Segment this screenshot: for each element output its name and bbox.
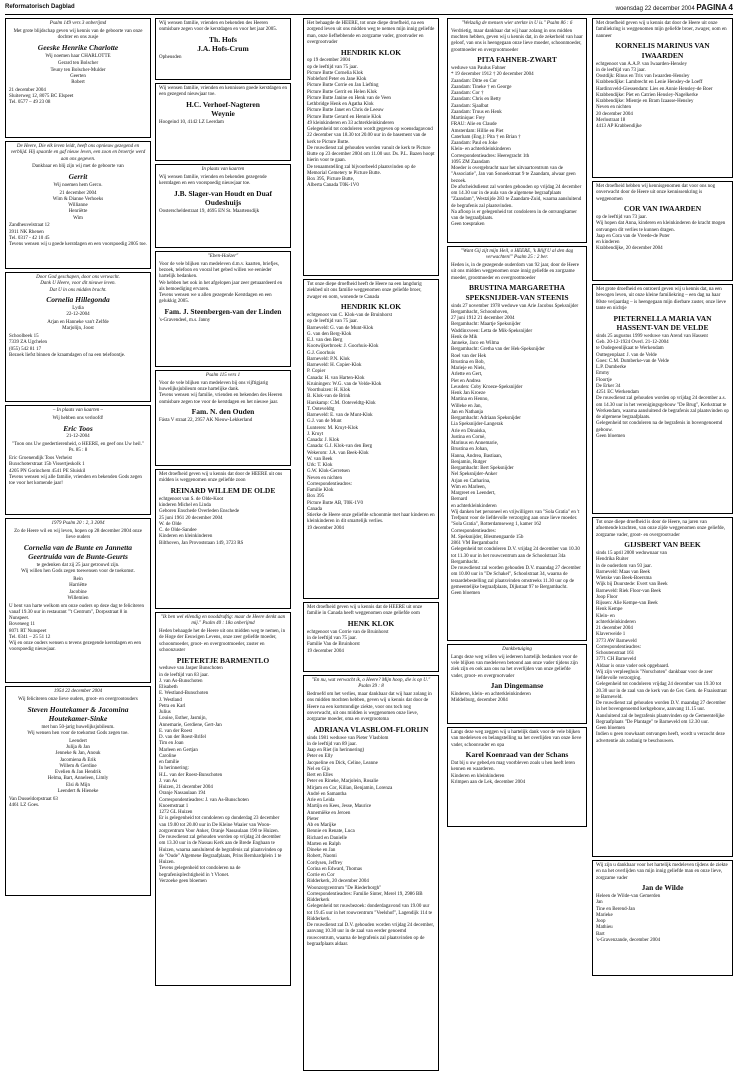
announcement (447, 246, 587, 641)
announcement-name: PIETERNELLA MARIA VAN HASSENT-VAN DE VELDE (613, 313, 712, 332)
announcement-intro: Met grote blijdschap geven wij kennis van de geboorte van onze dochter en ons zusje (13, 28, 143, 40)
announcement-text: Heden behaagde het de Heere uit ons midden weg te nemen, in de Hoge der Eeuwigen Levens, onze zeer geliefde moeder, schoonmoeder, groot- en overgrootmoeder, zuster en schoonzuster (159, 629, 286, 653)
announcement (155, 83, 291, 161)
announcement (5, 686, 151, 896)
page-date: woensdag 22 december 2004 PAGINA 4 (615, 3, 733, 12)
announcement-text: Voor de vele blijken van medeleven d.m.v. kaarten, briefjes, bezoek, telefoon en vooral het gebed willen we eenieder hartelijk bedanken. We hebben het ook in het afgelopen jaar zeer getuaardeerd en als bemoediging ervaren. Tevens wensen we u allen gezegende Kerstdagen en een gelukkig 2005. (159, 261, 283, 305)
announcement-footer: op 19 december 2004 op de leeftijd van 75 jaar. Picture Butte Cornelia Klok Nobleford Peter en Jane Klok Picture Butte Corrie en Jan Liefting Picture Butte Gerrit en Helen Klok Picture Butte Janine en Henk van de Veen Lethbridge Henk en Agatha Klok Picture Butte Janet en Chris de Leeuw Picture Butte Gerard en Hennie Klok 49 kleinkinderen en 33 achterkleinkinderen Gelegenheid tot condoleren wordt gegeven op woensdagavond 22 december van 18.30 tot 20.00 uur in de basement van de kerk te Picture Butte. De rouwdienst zal gehouden worden vanuit de kerk te Picture Butte op 23 december 2004 om 11.00 uur. Ds. P.L. Bazen hoopt hierin voor te gaan. De tenaamstelling zal bijvoorbeeld plaatsvinden op de Memorial Cemetery te Picture Butte. Box 395, Picture Butte, Alberta Canada T0K-1V0 (307, 58, 435, 189)
announcement-footer: Hoogeind 10, 4142 LZ Leerdam (159, 120, 224, 126)
column-obituaries-3 (592, 18, 733, 979)
announcement-footer: weduwe van Paulus Fahner * 19 december 1912 † 20 december 2004 Zaandam: Ditte en Cor Zaandam: Tineke † en George Zaandam: Cor † Zaandam: Chris en Betty Zaandam: Sjaalbat Zaandam: Truus en Henk Martinique: Frey FRAU: Alie en Claude Amsterdam: Hillie en Piet Caterham (Eng.): Pita † en Brian † Zaandam: Paul en Joke Klein- en achterkleinkinderen Correspondentieadres: Heeregracht 1th 1095 ZM Zaandam Moeder is overgebracht naar het uitvaartcentrum van de "Associatie", Jan van Sonoekstraat 9 te Zaandam, alwaar geen bezoek. De afscheidsdienst zal worden gehouden op vrijdag 24 december om 14.30 uur in de aula van de algemene begraafplaats "Zaandam", Westzijde 283 te Zaandam-Zuid, waarna aansluitend de begrafenis zal plaatsvinden. Na afloop is er gelegenheid tot condoleren in de ontvangkamer van de begraafplaats. Geen toespraken (451, 66, 582, 228)
announcement-signatories: Leendert Julija & Jan Jenneke & Jan, Anouk Jacomiena & Erik Willem & Gerdine Evelien & Jan Hendrik Helma, Bart, Anneleen, Limly Elsi & Mijn Leendert & Hieneke (47, 738, 109, 794)
announcement (5, 518, 151, 683)
announcement-footer: 's-Gravendeel, m.s. Janny (159, 317, 211, 323)
announcement-footer: echtgenoot van A.A.P. van Iwaarden-Hensley in de leeftijd van 73 jaar. Oostdijk: Rinus en Trix van Iwaarden-Hensley Krabbendijke: Lambrecht en Lenie Hensley-de Loeff Hardinxveld-Giessendam: Lies en Annie Hensley-de Boer Krabbendijke: Piet en Catrien Hensley-Nagelkerke Krabbendijke: Mientje en Bram Izaasse-Hensley Neven en nichten 20 december 2004 Merlostraat 18 4413 AP Krabbendijke (596, 61, 713, 129)
announcement-heading: "Eben-Haëzer" (207, 254, 239, 259)
column-births (5, 18, 151, 899)
announcement-name: REINARD WILLEM DE OLDE (170, 486, 276, 495)
announcement-text: Heden is, in de gezegende ouderdom van 92 jaar, door de Heere uit ons midden weggenomen onze innig geliefde en zorgzame moeder, grootmoeder en overgrootmoeder (451, 263, 579, 281)
announcement-heading: Dankbetuiging (502, 647, 532, 652)
announcement (592, 284, 733, 514)
announcement-heading: 1979 Psalm 20 : 2, 3 2004 (51, 521, 105, 526)
announcement-name: Karel Koenraad van der Schans (465, 750, 569, 760)
announcement-subtitle: met hun 50-jarig huwelijksjubileum. Wij wensen hen voor de toekomst Gods zegen toe. (27, 724, 129, 736)
announcement-signatories: Gerard ten Bolscher Teuny ten Bolscher-Mulder Geerten Robert (50, 61, 106, 86)
announcement-footer: Zandheuvelstraat 12 3911 NK Rhenen Tel. 0317 - 42 10 45 Tevens wensen wij u goede kerstdagen en een voorspoedig 2005 toe. (9, 223, 147, 248)
announcement (303, 675, 439, 1071)
announcement-subtitle: te gedenken dat zij 25 jaar getrouwd zijn. Wij willen hen Gods zegen toewensen voor de toekomst. (21, 563, 135, 575)
announcement (303, 18, 439, 276)
announcement-heading: 1954 22 december 2004 (53, 689, 103, 694)
announcement-name: COR VAN IWAARDEN (623, 204, 702, 214)
announcement-footer: Kinderen, klein- en achterkleinkinderen Middelburg, december 2004 (451, 692, 531, 704)
announcement (155, 370, 291, 466)
announcement-footer: 21 december 2004 Sluiterweg 12, 8075 BC Elspeet Tel. 0577 – 49 23 08 (9, 87, 74, 106)
announcement-subtitle: Lydia 22-12-2004 (66, 306, 90, 318)
announcement-heading: In plaats van kaarten (201, 167, 245, 172)
announcement (155, 18, 291, 80)
announcement-text: Bedroefd om het verlies, maar dankbaar dat wij haar zolang in ons midden mochten hebben, geven wij u kennis dat door de Heere na een kortstondige ziekte, voor ons toch nog onverwacht, uit ons midden is weggenomen onze lieve, zorgzame moeder, oma en overgrootoma (307, 692, 432, 722)
announcement-text: Met droefheid geven wij u kennis dat door de Heere uit onze familiekring is weggenomen mijn geliefde broer, zwager, oom en nanneer (596, 21, 727, 39)
announcement-subtitle: 21-12-2004 (66, 434, 90, 440)
announcement-footer: U bent van harte welkom om onze ouders op deze dag te feliciteren vanaf 19.30 uur in restaurant "'t Centrum", Dorpsstraat 8 in Nunspeet. Boveneeg 11 8071 RT Nunspeet Tel. 0341 – 25 51 12 Wij en onze ouders wensen u tevens gezegende kerstdagen en een voorspoedig nieuwjaar. (9, 603, 144, 653)
publication-name: Reformatorisch Dagblad (5, 4, 75, 10)
announcement-text: Tot onze diepe droefheid heeft de Heere na een langdurig ziekbed uit ons familie weggenomen onze geliefde broer, zwager en oom, wonende te Canada (307, 282, 422, 300)
announcement-signatories: Arjan en Hanneke van't Zelfde Marjolijn, Joost (47, 320, 109, 332)
announcement-name: Fam. N. den Ouden (191, 407, 255, 417)
announcement-footer: Schoolbeek 15 7339 ZA Ugchelen (055) 542 81 17 Bezoek liefst binnen de kraamdagen of na een telefoontje. (9, 334, 126, 358)
announcement-footer: sinds 1981 weduwe van Pieter Vlasblom in de leeftijd van 89 jaar. Jaap en Riet (in herinnering) Peter en Elly Jacqueline en Dick, Celine, Leanne Nel en Gijs Bert en Elles Peter en Rineke, Marjolein, Rosalie Mirjam en Cor, Kilian, Benjamin, Lorenza André en Samantha Arie en Leida Martijn en Kees, Jesse, Maurice Annemiëke en Jeroen Pieter Ab en Marijke Bennie en Renate, Luca Richard en Danielle Marten en Ralph Dineke en Jan Robert, Naomi Cordysen, Jeffrey Corina en Edward, Thomas Corrie en Cor Ridderkerk, 20 december 2004 Woonzorgcentrum "De Riederborgh" Correspondentieadres: Familie Sinter, Merel 19, 2986 BB Ridderkerk Gelegenheid tot rouwbezoek: donderdagavond van 19.00 uur tot 19.45 uur in het rouwcentrum "Veelshof", Lagendijk 114 te Ridderkerk. De rouwdienst zal D.V. gehouden worden vrijdag 24 december, aanvang 10.30 uur in de zaal van eerder genoemd rouwcentrum, waarna de begrafenis zal plaatsvinden op de begraafplaats aldaar. (307, 735, 435, 947)
announcement-footer: sinds 15 april 2000 weduwnaar van Hendrika Ruiter in de ouderdom van 93 jaar. Barneveld: Maas van Beek Wietske van Beek-Boersma Wijk bij Duurstede: Evert van Beek Barneveld: Riek Floor-van Beek Joop Floor Rijssen: Alie Kempe-van Beek Henk Kempe Klein- en achterkleinkinderen 21 december 2004 Klaverweide 1 3773 AW Barneveld Correspondentieadres: Schoutenstraat 161 3771 CH Barneveld Aldaar is onze vader ook opgebaard. Wij zijn verpleeghuis "Norschoten" dankbaar voor de zeer liefdevolle verzorging. Gelegenheid tot condoleren vrijdag 24 december van 19.30 tot 20.30 uur in de zaal van de kerk van de Ger. Gem. de Fraaisstraat te Barneveld. De rouwdienst zal gehouden worden D.V. maandag 27 december in het bovengenoemd kerkgebouw, aanvang 11.15 uur. Aansluitend zal de begrafenis plaatsvinden op de Gemeentelijke Begraafplaats "De Plantage" te Barneveld om 12.30 uur. Geen bloemen Indien u geen rouwkaart ontvangen heeft, wordt u verzocht deze advertentie als zodanig te beschouwen. (596, 551, 727, 744)
announcement-name: Th. Hofs J.A. Hofs-Crum (197, 35, 249, 54)
announcement-heading: "Welzalig de mensen wier sterkte in U is." Psalm 86 : 6 (461, 21, 573, 26)
announcement-footer: Opheusden (159, 55, 182, 61)
announcement (155, 469, 291, 609)
announcement-heading: "En nu, wat verwacht ik, o Heere? Mijn hoop, die is op U." Psalm 39 : 8 (311, 678, 431, 690)
announcement-signatories: 21 december 2004 Wim & Dianne Verhoeks Willianne Henriëtte Wim (52, 190, 104, 221)
announcement (592, 517, 733, 857)
announcement-name: J.B. Slager-van Houdt en Duaf Oudeshuijs (173, 188, 273, 208)
announcement (447, 18, 587, 243)
announcement-heading: Psalm 115 vers 1 (205, 373, 241, 378)
announcement-text: Met droefheid geven wij u kennis dat door de HEERE uit ons midden is weggenomen onze geliefde zoon (159, 472, 283, 484)
announcement-name: BRUSTINA MARGARETHA SPEKSNIJDER-VAN STEENIS (465, 283, 569, 302)
announcement-name: Eric Toos (63, 423, 93, 433)
announcement-intro: Dankbaar en blij zijn wij met de geboorte van (32, 164, 124, 170)
announcement-footer: Eric Groenendijk Toos Verheist Buxschoterstraat 15b Vissertjeskolk 1 4205 PN Gorinchem 4541 PE Sluiskil Tevens wensen wij alle familie, vrienden en bekenden Gods zegen toe voor het komende jaar! (9, 456, 142, 487)
column-greetings (155, 18, 291, 989)
announcement-subtitle: Wij noemen haar CHARLOTTE (45, 53, 111, 59)
column-obituaries-2 (447, 18, 587, 830)
announcement-heading: Door God geschapen, door ons verwacht. Dank U Heere, voor dit nieuwe leven. Dat U in ons midden bracht. (36, 275, 120, 293)
announcement-text: Wij wensen familie, vrienden en bekenden gezegende kerstdagen en een voorspoedig nieuwjaar toe. (159, 174, 267, 186)
announcement-footer: sinds 25 augustus 1999 weduwe van Arend van Hassent Geb. 20-12-1924 Overl. 21-12-2004 te Oudegeenlijkaat te Werkendam Outtegenplaat: J. van de Velde Goes: C.M. Dumberke-van de Velde L.P. Dumberke Emmy Floortje De Erker 34 4251 EC Werkendam De rouwdienst zal gehouden worden op vrijdag 24 december a.s. om 14.30 uur in het verenigingsgebouw "De Brug", Kerkstraat te Werkendam, waarna aansluitend de begrafenis zal plaatsvinden op de algemene begraafplaats. Gelegenheid tot condoleren na de begrafenis in bovengenoemd gebouw. Geen bloemen (596, 333, 729, 439)
announcement-name: PIETERTJE BARMENTLO (176, 655, 270, 665)
announcement-footer: echtgenoot van Corrie van de Bruinhorst in de leeftijd van 75 jaar. Familie Van de Bruinhorst 19 december 2004 (307, 629, 389, 654)
announcement (155, 251, 291, 367)
announcement (303, 602, 439, 672)
announcement-subtitle: Wij noemen hem Gerco. (53, 182, 103, 188)
announcement-text: Langs deze weg zeggen wij u hartelijk dank voor de vele blijken van medeleven en belangstelling na het overlijden van onze lieve vader, schoonvader en opa (451, 730, 582, 748)
announcement-name: ADRIANA VLASBLOM-FLORIJN (313, 724, 429, 734)
announcement-signatories: "Toon ons Uw goedertierenheid, o HEERE, en geef ons Uw heil." Ps. 85 : 8 (12, 442, 144, 454)
announcement (592, 860, 733, 976)
announcement-name: HENK KLOK (347, 619, 395, 628)
announcement-text: Tot onze diepe droefheid is door de Heere, na jaren van afnemende krachten, van onze zijde weggenomen onze geliefde, zorgzame vader, groot- en overgrootvader (596, 520, 725, 538)
announcement-name: PITA FAHNER-ZWART (477, 55, 557, 65)
announcement (155, 164, 291, 248)
announcement-footer: sinds 27 november 1978 weduwe van Arie Jacobus Speksnijder Bergambacht, Schoonhoven, 27 juni 1912 21 december 2004 Bergambacht: Maartje Speksnijder Waddinxveen: Letta de Mik-Speksnijder Henk de Mik Janneke, Jaco en Wilma Bergambacht: Gretha van der Hek-Speksnijder Roel van der Hek Brustina en Bob, Marieje en Niels, Arlette en Gert, Piet en Andrea Leusden: Coby Kroeze-Speksnijder Henk Jan Kroeze Martina en Henno, Willeke en Jan, Jan en Nathanja Bergambacht: Adriaan Speksnijder Lia Speksnijder-Langerak Arie en Dinaiska, Justina en Cornè, Marinus en Annemarie, Brustina en Johan, Hanna, Andrea, Bastiaan, Benjamin, Rutger Bergambacht: Bert Speksnijder Nel Speksnijder-Anker Arjan en Catharina, Wim en Marleen, Margreet en Leendert, Bernard en achterkleinkinderen Wij danken het personeel en vrijwilligers van "Sola Gratia" en 't Trefpunt voor de liefdevolle verzorging aan onze lieve moeder. "Sola Gratia", Rotterdamseweg 1, kamer 162 Correspondentieadres: M. Speksnijder, Blesmengaarde 15b 2861 VM Bergambacht Gelegenheid tot condoleren D.V. vrijdag 24 december van 10.30 tot 11.30 uur in het rouwcentrum aan de Schoolstraat 34a Bergambacht. De rouwdienst zal worden gehouden D.V. maandag 27 december om 10.00 uur in "De Schakel", Schoolstraat 34, waarna de teraardebestelling zal plaatsvinden omstreeks 11.30 uur op de gemeentelijke begraafplaats, Dijkstaat 97 te Bergambacht. Geen bloemen (451, 303, 581, 596)
announcement-text: Verdrietig, maar dankbaar dat wij haar zolang in ons midden mochten hebben, geven wij u kennis dat, in de zekerheid van haar geloof, van ons is heengegaan onze lieve moeder, schoonmoeder, grootmoeder en overgrootmoeder (451, 28, 583, 53)
announcement-signatories: Rein Harriëtte Jacobine Willemien (67, 577, 89, 601)
announcement-text: Wij wensen familie, vrienden en bekenden des Heeren onmisbare zegen voor de kerstdagen en voor het jaar 2005. (159, 21, 278, 33)
announcement (303, 279, 439, 599)
announcement-footer: echtgenoot van C. Klok-van de Bruinhorst op de leeftijd van 75 jaar. Barneveld: G. van de Munt-Klok G. van den Berg-Klok E.J. van den Berg Kootwijkerbroek: J. Goorhuis-Klok G.J. Goorhuis Barneveld: P.N. Klok Barneveld: H. Copier-Klok P. Copier Canada: H. van Harten-Klok Kruiningen: W.G. van de Velde-Klok Voorthuizen: H. Klok B. Klok-van de Brink Harskamp: C.M. Ooteveldtg-Klok T. Ooteveldtg Barneveld: E. van de Munt-Klok G.J. van de Munt Lunteren: M. Kruyt-Klok J. Kruyt Canada: J. Klok Canada: G.J. Klok-van den Berg Wekerom: J.A. van Beek-Klok W. van Beek Urk: T. Klok G.W. Klok-Gerretsen Neven en nichten Correspondentieadres: Familie Klok Box 395 Picture Butte AB, T0K-1V0 Canada Stierke de Heere onze geliefde schoonmie met haar kinderen en kleinkinderen in dit smartelijk verlies. 19 december 2004 (307, 313, 435, 531)
announcement-name: Jan de Wilde (641, 883, 684, 893)
announcement-intro: Zo de Heere wil en wij leven, hopen op 28 december 2004 onze lieve ouders (14, 528, 142, 540)
announcement-footer: Oosterscheldestraat 19, 4695 EN St. Maartensdijk (159, 209, 260, 214)
announcement-text: Het behaagde de HEERE, tot onze diepe droefheid, na een zorgend leven uit ons midden weg te nemen mijn innig geliefde man, onze liefhebbende en zorgzame vader, grootvader en overgrootvader (307, 21, 435, 45)
announcement-text: Wij zijn u dankbaar voor het hartelijk medeleven tijdens de ziekte en na het overlijden van mijn innig geliefde man en onze lieve, zorgzame vader (596, 863, 728, 881)
announcement (592, 18, 733, 178)
announcement (155, 612, 291, 986)
announcement-text: Wij wensen familie, vrienden en kennissen goede kerstdagen en een gezegend nieuwjaar toe. (159, 86, 287, 98)
announcement (5, 405, 151, 515)
announcement-footer: op de leeftijd van 73 jaar. Wij hopen dat Anna, kinderen en kleinkinderen de kracht mogen ontvangen dit verlies te kunnen dragen. Jaap en Cora van de Vreede-de Puter en kinderen Krabbendijke, 20 december 2004 (596, 215, 726, 252)
announcement-text: Met droefheid geven wij u kennis dat de HEERE uit onze familie in Canada heeft weggenomen onze geliefde oom (307, 605, 423, 617)
announcement (5, 18, 151, 138)
announcement-name: Cornelia van de Bunte en Jannetta Geertruida van de Bunte-Geurts (23, 542, 133, 562)
announcement-text: Voor de vele blijken van medeleven bij ons vijftigjarig huwelijksjubileum onze hartelijke dank. Tevens wensen wij familie, vrienden en bekenden des Heeren onmisbare zegen toe voor de kerstdagen en het nieuwe jaar. (159, 380, 283, 405)
announcement-footer: Dat bij u uw gebed,en mag voorbleven zoals u hen heeft leren kennen en waarderen. Kinderen en kleinkinderen Krimpen aan de Lek, december 2004 (451, 761, 575, 785)
announcement-name: KORNELIS MARINUS VAN IWAARDEN (615, 41, 710, 60)
announcement-name: GIJSBERT VAN BEEK (624, 540, 701, 550)
announcement-heading: De Heere, Die elk leven leidt, heeft ons opnieuw gezegend en verblijd. Hij spaarde en gaf nieuw leven, een zoon en broertje werd aan ons gegeven. (10, 144, 146, 162)
announcement-name: Gerrit (68, 172, 88, 181)
announcement-heading: – In plaats van kaarten – (52, 408, 104, 413)
announcement-intro: Wij hebben ons verloofd! (52, 415, 104, 421)
announcement (5, 272, 151, 402)
announcement-name: Steven Houtekamer & Jacomina Houtekamer-Sinke (27, 704, 129, 723)
announcement (447, 644, 587, 724)
announcement (5, 141, 151, 269)
announcement-footer: Heleen de Wilde-van Gemerden Jan Tine en Berend-Jan Marieke Joop Mathieu Bart 's-Gravenzande, december 2004 (596, 894, 661, 943)
announcement-footer: Fásta V straat 22, 2957 AK Nieuw-Lekkerland (159, 418, 253, 424)
announcement-text: Met droefheid hebben wij kennisgenomen dat voor ons nog onverwacht door de Heere uit onze kennissenkring is weggenomen (596, 184, 716, 202)
announcement-intro: Wij feliciteren onze lieve ouders, groot- en overgrootouders (18, 696, 138, 702)
announcement-text: Langs deze weg willen wij iedereen hartelijk bedanken voor de vele blijken van medeleven betoond aan onze vader tijdens zijn ziek zijn en ook aan ons na het overlijden van onze geliefde vader, groot- en overgrootvader (451, 654, 578, 679)
announcement-name: Fam. J. Steenbergen-van der Linden (164, 307, 282, 316)
announcement-heading: "Want Gij zijt mijn Heil, o HEERE, 'k Blijf U al den dag verwachten!" Psalm 25 : 2 ber. (460, 249, 574, 261)
column-obituaries-1 (303, 18, 439, 1074)
page-header (5, 4, 733, 15)
announcement (447, 727, 587, 827)
announcement-name: H.C. Verhoef-Nagteren Weynie (186, 100, 260, 119)
announcement (592, 181, 733, 281)
announcement-heading: Psalm 149 vers 3 onberijmd (49, 21, 107, 26)
announcement-text: Met grote droefheid en ontroerd geven wij u kennis dat, na een bewogen leven, uit onze kleine familiekring – een dag na haar 80ste verjaardag – is heengegaan mijn dierbare zuster, onze lieve tante en nichtje (596, 287, 727, 311)
announcement-footer: echtgenoot van S. de Olde-Koot kinderen Michel en Linda Geboren Enschede Overleden Enschede 25 juni 1961 20 december 2004 W. de Olde C. de Olde-Sandee Kinderen en kleinkinderen Bilthoven, Jan Provoststaan 149, 3723 RS (159, 496, 244, 546)
announcement-name: HENDRIK KLOK (340, 302, 402, 312)
announcement-name: Jan Dingemanse (490, 681, 544, 691)
announcement-footer: weduwe van Jasper Bunschoten in de leeftijd van 83 jaar. J. van As-Bunschoten Elisabeth E. Westland-Bunschoten J. Westland Petra en Karl Julius Louise, Esther, Jasmijn, Annemarie, Gerdiene, Gert-Jan E. van der Roest D. van der Roest-Brifel Tim en Joan Marleen en Gertjan Caroline en familie In herinnering: H.L. van der Roest-Bunschoten J. van As Huizen, 21 december 2004 Oranje Nassaulaan 194 Correspondentieadres: J. van As-Bunschoten Knoemstraat 1 1272 GL Huizen Er is gelegenheid tot condoleren op donderdag 23 december van 19.00 tot 20.00 uur in De Kleine Waaier van Woon-zorgcentrum Voor Anker, Oranje Nassaulaan 190 te Huizen. De rouwdienst zal gehouden worden op vrijdag 24 december om 13.30 uur in de Nassau Kerk aan de Brede Enghaan te Huizen, waarna aansluitend de begrafenis zal plaatsvinden op de "Oude" Algemene Begraafplaats, Prins Bernhardplein 1 te Huizen. Tevens gelegenheid tot condoleren na de begrafenisplechtigheid in 't Vlonet. Verzoeke geen bloemen (159, 666, 283, 884)
announcement-heading: "Ik ben wel ellendig en nooddruftig: maar de Heere denkt aan mij." Psalm 40 : 18a onberijmd (160, 615, 286, 627)
announcement-name: HENDRIK KLOK (340, 47, 402, 57)
announcement-name: Geeske Henrike Charlotte (37, 42, 119, 52)
announcement-name: Cornelia Hillegonda (46, 295, 110, 305)
announcement-footer: Van Dusseldorpstraat 63 4461 LZ Goes. (9, 796, 58, 808)
